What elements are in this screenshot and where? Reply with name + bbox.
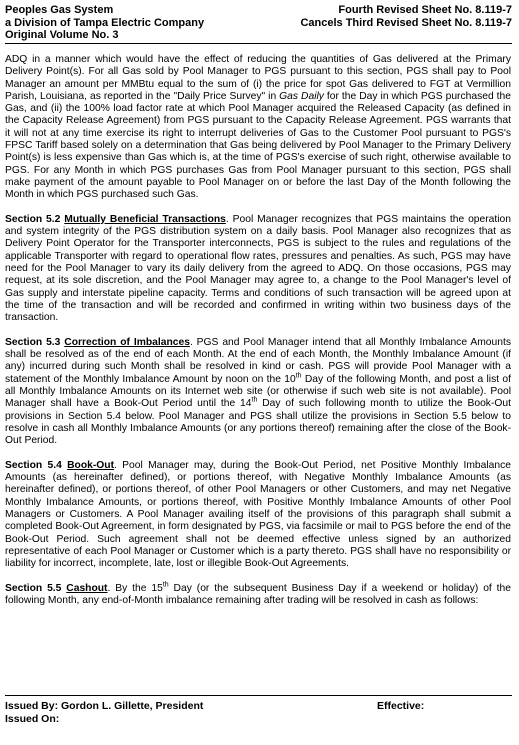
footer-row-1 (5, 700, 512, 713)
section-title: Cashout (66, 582, 108, 594)
footer-rule (5, 695, 512, 696)
section-5-4: Section 5.4 Book-Out. Pool Manager may, during the Book-Out Period, net Positive Monthly Imbalance Amounts (as hereinafter defined), or portions thereof, with Negative Monthly Imbalance Amounts (as hereinafter defined), or portions thereof, of other Pool Managers or other Customers, and may net Negative Monthly Imbalance Amounts, or portions thereof, with Positive Monthly Imbalance Amounts of other Pool Managers or Customers. A Pool Manager availing itself of the provisions of this paragraph shall submit a completed Book-Out Agreement, in form designated by PGS, via facsimile or mail to PGS before the end of the Book-Out Period. Such agreement shall not be deemed effective unless signed by an authorized representative of each Pool Manager or Customer which is a party thereto. PGS shall have no responsibility or liability for incorrect, incomplete, late, lost or illegible Book-Out Agreements. (5, 459, 511, 570)
effective-label: Effective: (377, 700, 425, 712)
page-header (5, 4, 512, 42)
section-title: Correction of Imbalances (64, 336, 190, 348)
paragraph-continued: ADQ in a manner which would have the effect of reducing the quantities of Gas delivered at the Primary Delivery Point(s). For all Gas sold by Pool Manager to PGS pursuant to this section, PGS shall pay to Pool Manager an amount per MMBtu equal to the sum of (i) the price for spot Gas delivered to FGT at Vermillion Parish, Louisiana, as reported in the "Daily Price Survey" in Gas Daily for the Day in which PGS purchased the Gas, and (ii) the 100% load factor rate at which Pool Manager acquired the Released Capacity (as defined in the Capacity Release Agreement) from PGS pursuant to the Capacity Release Agreement. PGS warrants that it will not at any time exercise its right to interrupt deliveries of Gas to the Customer Pool pursuant to PGS's FPSC Tariff based solely on a determination that Gas being delivered by Pool Manager to the Primary Delivery Point(s) is less expensive than Gas which is, at the time of PGS's exercise of such right, otherwise available to PGS. For any Month in which PGS purchases Gas from Pool Manager pursuant to this section, PGS shall make payment of the amount payable to Pool Manager on or before the last Day of the Month following the Month in which PGS purchased such Gas. (5, 54, 511, 201)
header-row-2 (5, 17, 512, 30)
sheet-number: Fourth Revised Sheet No. 8.119-7 (338, 4, 512, 16)
section-title: Mutually Beneficial Transactions (64, 213, 226, 225)
company-name: Peoples Gas System (5, 4, 114, 16)
section-5-5: Section 5.5 Cashout. By the 15th Day (or the subsequent Business Day if a weekend or holiday) of the following Month, any end-of-Month imbalance remaining after trading will be resolved in cash as follows: (5, 581, 512, 607)
document-body (5, 54, 511, 620)
issued-by: Issued By: Gordon L. Gillette, President (5, 700, 204, 712)
cancels-sheet: Cancels Third Revised Sheet No. 8.119-7 (300, 16, 512, 29)
section-5-3: Section 5.3 Correction of Imbalances. PGS and Pool Manager intend that all Monthly Imbalance Amounts shall be resolved as of the end of each Month. At the end of each Month, the Monthly Imbalance Amount (if any) incurred during such Month shall be resolved in kind or cash. PGS will provide Pool Manager with a statement of the Monthly Imbalance Amount by noon on the 10th Day of the following Month, and post a list of all Monthly Imbalance Amounts on its Internet web site (or otherwise if such web site is not available). Pool Manager shall have a Book-Out Period until the 14th Day of such following month to utilize the Book-Out provisions in Section 5.4 below. Pool Manager and PGS shall utilize the provisions in Section 5.5 below to resolve in cash all Monthly Imbalance Amounts (or any portions thereof) remaining after the close of the Book-Out Period. (5, 336, 511, 447)
header-row-1 (5, 4, 512, 17)
header-row-3 (5, 29, 512, 42)
page-footer (5, 700, 512, 726)
section-title: Book-Out (67, 459, 115, 471)
section-5-2: Section 5.2 Mutually Beneficial Transactions. Pool Manager recognizes that PGS maintains the operation and system integrity of the PGS distribution system on a daily basis. Pool Manager also recognizes that as Delivery Point Operator for the Transporter interconnects, PGS is subject to the rules and regulations of the applicable Transporter with regard to operational flow rates, pressures and penalties. As such, PGS may have need for the Pool Manager to vary its daily delivery from the agreed to ADQ. On those occasions, PGS may request, at its sole discretion, and the Pool Manager may agree to, a change to the Pool Manager's level of Gas supply and interstate pipeline capacity. Terms and conditions of such transaction will be agreed upon at the time of the transaction and will be recorded and confirmed in writing within two business days of the transaction. (5, 213, 512, 324)
header-rule (5, 43, 512, 44)
volume-number: Original Volume No. 3 (5, 29, 119, 41)
division-name: a Division of Tampa Electric Company (5, 16, 205, 29)
issued-on: Issued On: (5, 713, 60, 725)
footer-row-2 (5, 713, 512, 726)
